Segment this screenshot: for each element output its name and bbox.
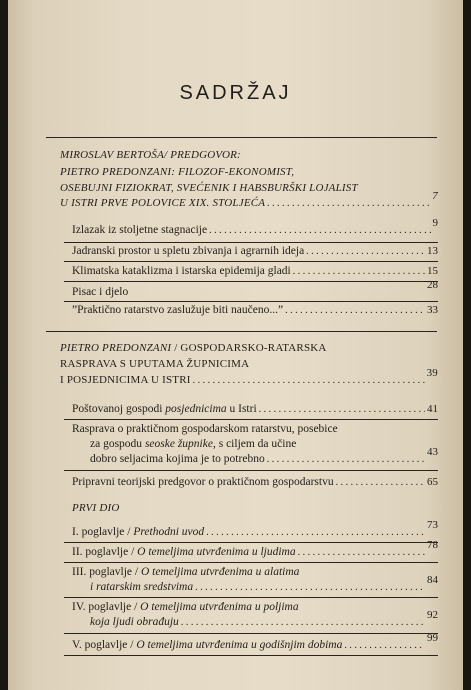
divider xyxy=(64,655,438,656)
treatise-author: PIETRO PREDONZANI xyxy=(60,342,172,354)
toc-item-continued xyxy=(90,437,296,451)
divider xyxy=(64,542,438,543)
chapter-entry-continued xyxy=(90,574,438,595)
chapter-entry xyxy=(72,600,299,614)
leader-dots xyxy=(195,581,425,595)
chapter-title: O temeljima utvrđenima u alatima xyxy=(140,566,300,578)
page-number: 15 xyxy=(427,265,438,277)
page-number: 78 xyxy=(427,539,438,551)
page-number: 99 xyxy=(427,632,438,644)
toc-item-text: Pisac i djelo xyxy=(72,286,129,298)
page-number: 39 xyxy=(426,367,438,379)
page-number: 7 xyxy=(432,190,438,202)
page-number: 65 xyxy=(427,476,438,488)
preface-title: MIROSLAV BERTOŠA/ PREDGOVOR: xyxy=(60,149,241,161)
leader-dots xyxy=(267,197,430,211)
toc-item xyxy=(72,422,338,436)
preface-entry xyxy=(60,148,241,162)
treatise-title-1: / GOSPODARSKO-RATARSKA xyxy=(171,342,327,354)
divider xyxy=(64,562,438,563)
dedication-pre: Poštovanoj gospodi xyxy=(72,403,166,415)
chapter-title-cont: i ratarskim sredstvima xyxy=(90,581,194,593)
treatise-title-3: I POSJEDNICIMA U ISTRI xyxy=(60,374,191,386)
page-number: 41 xyxy=(427,403,438,415)
leader-dots xyxy=(181,616,425,630)
toc-item-text: ”Praktično ratarstvo zaslužuje biti naučeno...” xyxy=(72,304,284,316)
dedication-post: u Istri xyxy=(226,403,257,415)
page-title: SADRŽAJ xyxy=(179,82,292,104)
toc-item xyxy=(72,303,438,318)
chapter-entry xyxy=(72,539,438,560)
discourse-line-3: dobro seljacima kojima je to potrebno xyxy=(90,453,265,465)
chapter-title: O temeljima utvrđenima u poljima xyxy=(140,601,299,613)
page-number: 43 xyxy=(427,446,438,458)
leader-dots xyxy=(267,453,425,467)
toc-item xyxy=(72,402,438,417)
essay-title-line xyxy=(60,190,438,211)
leader-dots xyxy=(336,476,425,490)
page-number: 92 xyxy=(427,609,438,621)
toc-item xyxy=(72,279,438,300)
page-number: 13 xyxy=(427,245,438,257)
chapter-label: III. poglavlje / xyxy=(72,566,141,578)
chapter-label: I. poglavlje / xyxy=(72,526,134,538)
essay-title-1: PIETRO PREDONZANI: FILOZOF-EKONOMIST, xyxy=(60,166,295,178)
essay-title-line xyxy=(60,165,294,179)
page-number: 28 xyxy=(427,279,438,291)
page-number: 33 xyxy=(427,304,438,316)
toc-item-continued xyxy=(90,446,438,467)
divider xyxy=(64,419,438,420)
toc-item xyxy=(72,264,438,279)
divider xyxy=(64,597,438,598)
divider xyxy=(64,242,438,243)
treatise-title-line xyxy=(60,367,438,388)
leader-dots xyxy=(193,374,425,388)
toc-item-text: Jadranski prostor u spletu zbivanja i agrarnih ideja xyxy=(72,245,305,257)
book-page xyxy=(8,0,463,690)
leader-dots xyxy=(298,546,425,560)
discourse-line-1: Rasprava o praktičnom gospodarskom ratarstvu, posebice xyxy=(72,423,338,435)
chapter-title: O temeljima utvrđenima u godišnjim dobima xyxy=(136,639,343,651)
divider xyxy=(64,470,438,471)
chapter-label: IV. poglavlje / xyxy=(72,601,141,613)
toc-item xyxy=(72,217,438,238)
leader-dots xyxy=(209,224,430,238)
leader-dots xyxy=(293,265,425,279)
leader-dots xyxy=(306,245,425,259)
page-number: 84 xyxy=(427,574,438,586)
treatise-title-line xyxy=(60,357,249,371)
toc-item xyxy=(72,475,438,490)
chapter-label: II. poglavlje / xyxy=(72,546,138,558)
chapter-entry-continued xyxy=(90,609,438,630)
essay-title-2: OSEBUJNI FIZIOKRAT, SVEĆENIK I HABSBURŠKI LOJALIST xyxy=(60,182,358,194)
essay-title-3: U ISTRI PRVE POLOVICE XIX. STOLJEĆA xyxy=(60,197,266,209)
divider xyxy=(64,281,438,282)
part-title: PRVI DIO xyxy=(72,502,120,514)
toc-item-text: Pripravni teorijski predgovor o praktičnom gospodarstvu xyxy=(72,476,334,488)
discourse-line-2-em: seoske župnike xyxy=(144,438,213,450)
page-number: 73 xyxy=(427,519,438,531)
leader-dots xyxy=(206,526,425,540)
page-number: 9 xyxy=(432,217,438,229)
chapter-title: Prethodni uvod xyxy=(133,526,205,538)
chapter-entry xyxy=(72,565,299,579)
leader-dots xyxy=(285,304,425,318)
chapter-title-cont: koja ljudi obrađuju xyxy=(90,616,179,628)
divider xyxy=(64,301,438,302)
divider xyxy=(64,261,438,262)
part-heading xyxy=(72,501,120,515)
treatise-title-line xyxy=(60,341,327,355)
divider xyxy=(64,633,438,634)
discourse-line-2-pre: za gospodu xyxy=(90,438,145,450)
divider xyxy=(46,137,437,138)
chapter-title: O temeljima utvrđenima u ljudima xyxy=(137,546,296,558)
leader-dots xyxy=(344,639,425,653)
toc-item-text: Klimatska kataklizma i istarska epidemija gladi xyxy=(72,265,291,277)
essay-title-line xyxy=(60,181,358,195)
chapter-label: V. poglavlje / xyxy=(72,639,137,651)
chapter-entry xyxy=(72,632,438,653)
treatise-title-2: RASPRAVA S UPUTAMA ŽUPNICIMA xyxy=(60,358,250,370)
chapter-entry xyxy=(72,519,438,540)
toc-item-text: Izlazak iz stoljetne stagnacije xyxy=(72,224,208,236)
toc-item xyxy=(72,244,438,259)
dedication-em: posjednicima xyxy=(165,403,227,415)
divider xyxy=(46,331,437,332)
leader-dots xyxy=(259,403,425,417)
discourse-line-2-post: , s ciljem da učine xyxy=(212,438,297,450)
